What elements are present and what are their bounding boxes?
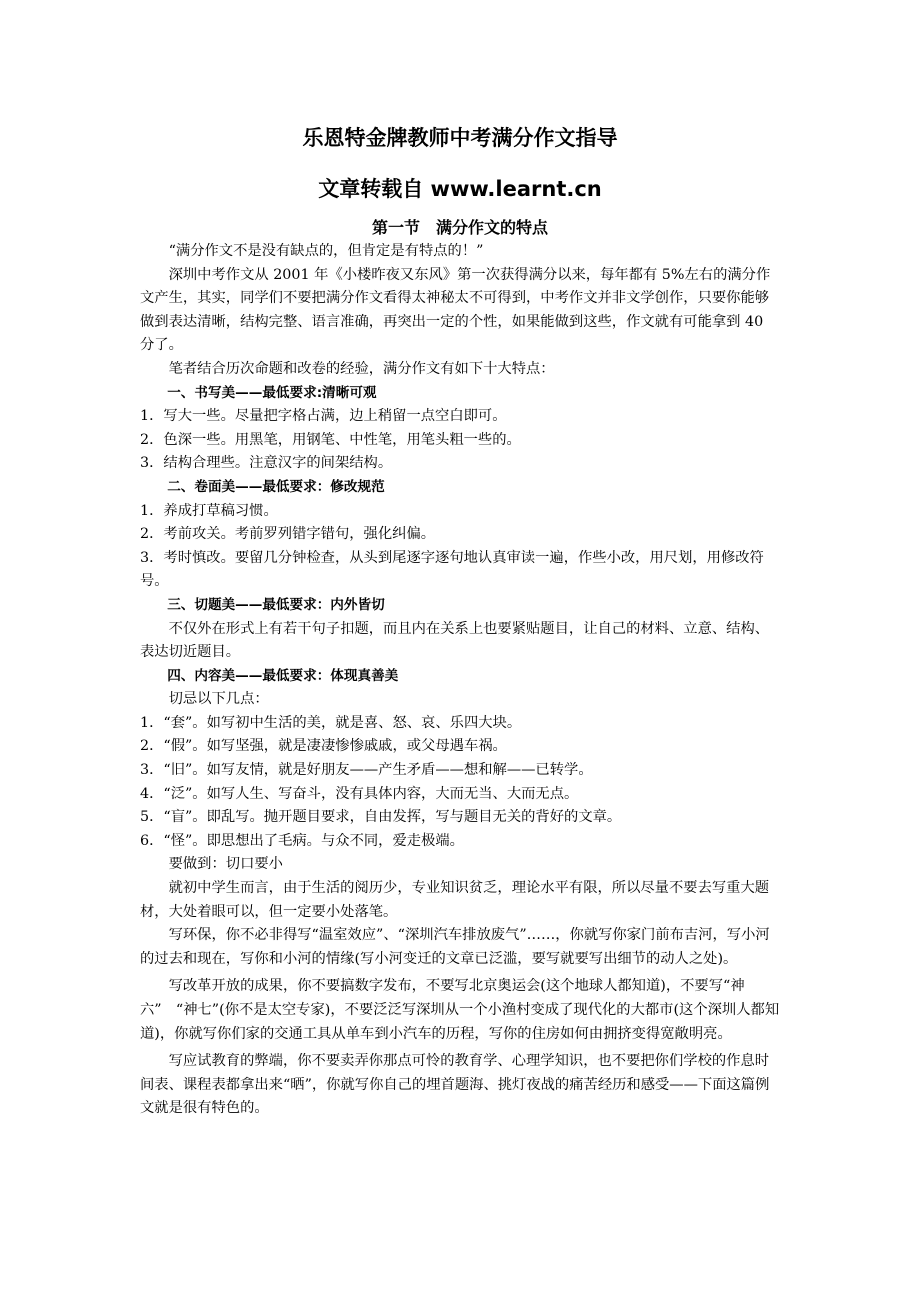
paragraph: 1．写大一些。尽量把字格占满，边上稍留一点空白即可。 [140,408,507,425]
paragraph: 3．考时慎改。要留几分钟检查，从头到尾逐字逐句地认真审读一遍，作些小改，用尺划，用修改符号。 [140,549,764,590]
paragraph: 3．结构合理些。注意汉字的间架结构。 [140,455,393,472]
document-subtitle: 文章转载自 www.learnt.cn [318,177,602,201]
paragraph: 2．“假”。如写坚强，就是凄凄惨惨戚戚，或父母遇车祸。 [140,738,507,755]
paragraph: 深圳中考作文从 2001 年《小楼昨夜又东风》第一次获得满分以来，每年都有 5%左右的满分作文产生，其实，同学们不要把满分作文看得太神秘太不可得到，中考作文并非文学创作，只要你能够做到表达清晰，结构完整、语言准确，再突出一定的个性，如果能做到这些，作文就有可能拿到 40 分了。 [140,266,771,354]
paragraph: “满分作文不是没有缺点的，但肯定是有特点的！” [168,243,484,259]
paragraph: 5．“盲”。即乱写。抛开题目要求，自由发挥，写与题目无关的背好的文章。 [140,809,622,826]
section-heading: 二、卷面美——最低要求：修改规范 [167,478,385,495]
section-title: 第一节 满分作文的特点 [371,218,548,237]
document-body [140,240,782,1121]
paragraph: 6．“怪”。即思想出了毛病。与众不同，爱走极端。 [140,832,464,849]
paragraph: 2．考前攻关。考前罗列错字错句，强化纠偏。 [140,526,436,543]
document-title: 乐恩特金牌教师中考满分作文指导 [302,126,618,150]
paragraph: 4．“泛”。如写人生、写奋斗，没有具体内容，大而无当、大而无点。 [140,785,579,802]
paragraph: 1．“套”。如写初中生活的美，就是喜、怒、哀、乐四大块。 [140,714,522,731]
paragraph: 3．“旧”。如写友情，就是好朋友——产生矛盾——想和解——已转学。 [140,762,593,779]
paragraph: 要做到：切口要小 [168,856,283,873]
section-heading: 一、书写美——最低要求:清晰可观 [167,384,377,401]
paragraph: 不仅外在形式上有若干句子扣题，而且内在关系上也要紧贴题目，让自己的材料、立意、结构、表达切近题目。 [140,620,770,661]
paragraph: 切忌以下几点： [168,691,269,708]
paragraph: 笔者结合历次命题和改卷的经验，满分作文有如下十大特点： [168,360,555,377]
paragraph: 写应试教育的弊端，你不要卖弄你那点可怜的教育学、心理学知识，也不要把你们学校的作息时间表、课程表都拿出来“晒”，你就写你自己的埋首题海、挑灯夜战的痛苦经历和感受——下面这篇例文就是很有特色的。 [140,1053,770,1117]
paragraph: 1．养成打草稿习惯。 [140,502,278,519]
paragraph: 就初中学生而言，由于生活的阅历少，专业知识贫乏，理论水平有限，所以尽量不要去写重大题材，大处着眼可以，但一定要小处落笔。 [140,880,770,920]
section-heading: 三、切题美——最低要求：内外皆切 [167,596,385,613]
paragraph: 2．色深一些。用黑笔，用钢笔、中性笔，用笔头粗一些的。 [140,431,521,448]
section-heading: 四、内容美——最低要求：体现真善美 [167,667,399,684]
paragraph: 写环保，你不必非得写“温室效应”、“深圳汽车排放废气”……，你就写你家门前布吉河，写小河的过去和现在，写你和小河的情缘(写小河变迁的文章已泛滥，要写就要写出细节的动人之处)。 [140,927,770,967]
paragraph: 写改革开放的成果，你不要搞数字发布，不要写北京奥运会(这个地球人都知道)，不要写“神六” “神七”(你不是太空专家)，不要泛泛写深圳从一个小渔村变成了现代化的大都市(这个深圳人都知道)，你就写你们家的交通工具从单车到小汽车的历程，写你的住房如何由拥挤变得宽敞明亮。 [140,978,780,1042]
